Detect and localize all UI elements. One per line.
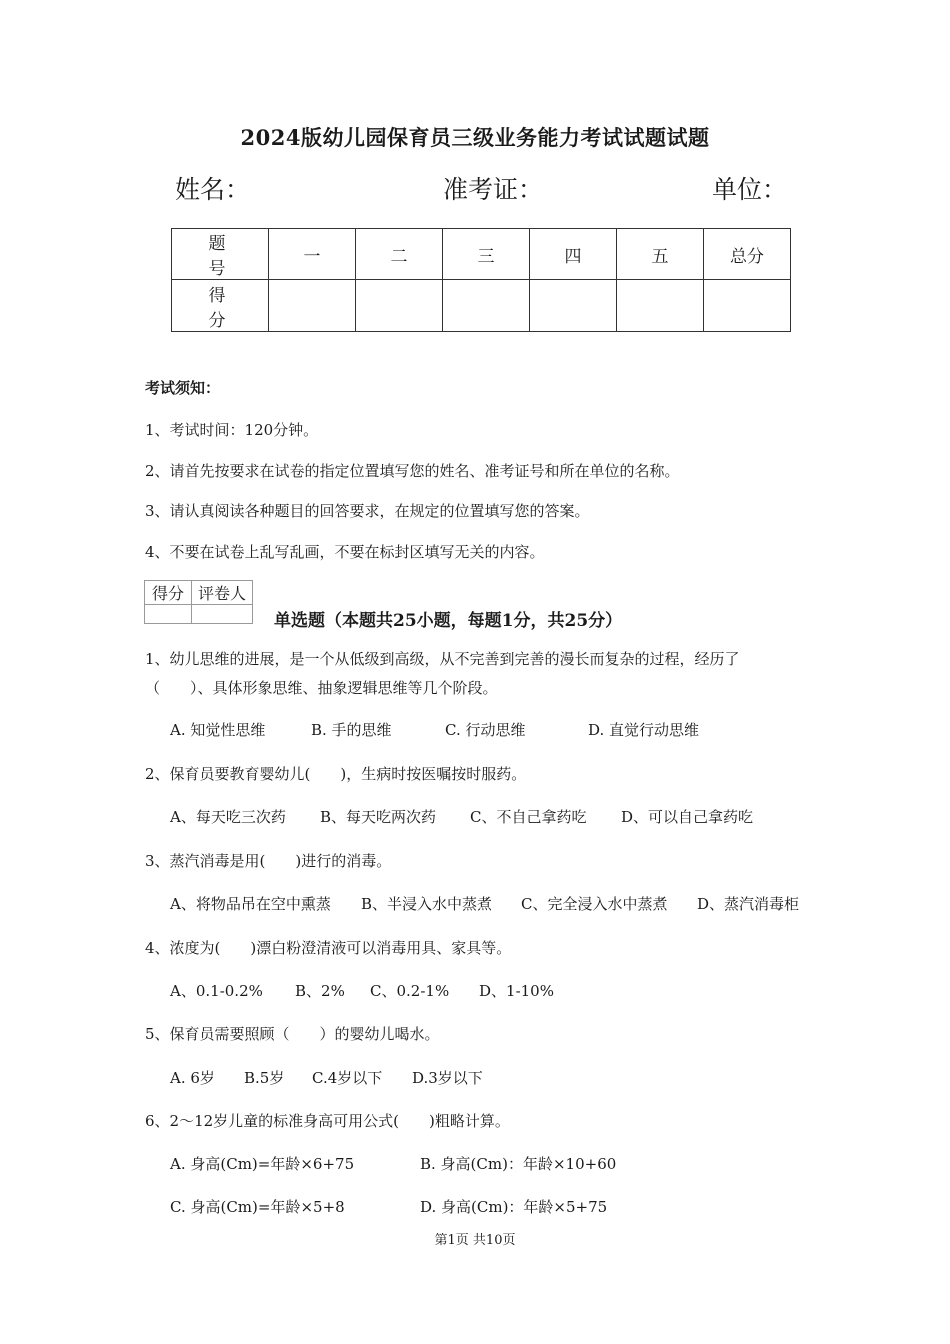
answer-option[interactable]: A、0.1-0.2% bbox=[170, 982, 263, 1000]
answer-option[interactable]: D.3岁以下 bbox=[412, 1069, 483, 1087]
answer-option[interactable]: B、每天吃两次药 bbox=[320, 808, 437, 826]
answer-option[interactable]: D、1-10% bbox=[479, 982, 554, 1000]
score-table bbox=[171, 228, 791, 332]
grader-score-cell[interactable] bbox=[145, 605, 192, 624]
note-item: 4、不要在试卷上乱写乱画，不要在标封区填写无关的内容。 bbox=[145, 543, 545, 561]
score-table-header-cell: 一 bbox=[269, 229, 356, 280]
score-table-header-cell: 四 bbox=[530, 229, 617, 280]
grader-box bbox=[144, 580, 253, 624]
unit-field-label: 单位： bbox=[712, 175, 788, 204]
answer-option[interactable]: A、每天吃三次药 bbox=[170, 808, 286, 826]
note-item: 1、考试时间：120分钟。 bbox=[145, 421, 319, 439]
score-table-score-row bbox=[172, 280, 791, 332]
question-text: （ ）、具体形象思维、抽象逻辑思维等几个阶段。 bbox=[145, 679, 498, 697]
question-text: 3、蒸汽消毒是用( )进行的消毒。 bbox=[145, 852, 392, 870]
score-cell[interactable] bbox=[617, 280, 704, 332]
score-cell[interactable] bbox=[443, 280, 530, 332]
grader-reviewer-cell[interactable] bbox=[192, 605, 253, 624]
score-table-header-cell: 二 bbox=[356, 229, 443, 280]
question-text: 5、保育员需要照顾（ ）的婴幼儿喝水。 bbox=[145, 1025, 440, 1043]
answer-option[interactable]: D. 直觉行动思维 bbox=[588, 721, 700, 739]
question-text: 2、保育员要教育婴幼儿( )，生病时按医嘱按时服药。 bbox=[145, 765, 527, 783]
page-title: 2024版幼儿园保育员三级业务能力考试试题试题 bbox=[240, 125, 710, 150]
score-table-header-cell: 总分 bbox=[704, 229, 791, 280]
answer-option[interactable]: D、可以自己拿药吃 bbox=[621, 808, 754, 826]
notes-heading: 考试须知： bbox=[145, 379, 221, 397]
answer-option[interactable]: D. 身高(Cm)：年龄×5+75 bbox=[420, 1198, 608, 1216]
answer-option[interactable]: C、完全浸入水中蒸煮 bbox=[521, 895, 668, 913]
page-footer: 第1页 共10页 bbox=[434, 1233, 516, 1248]
grader-reviewer-label: 评卷人 bbox=[192, 581, 253, 605]
score-cell[interactable] bbox=[356, 280, 443, 332]
answer-option[interactable]: A. 知觉性思维 bbox=[170, 721, 266, 739]
name-field-label: 姓名： bbox=[175, 175, 251, 204]
answer-option[interactable]: B、2% bbox=[295, 982, 345, 1000]
note-item: 3、请认真阅读各种题目的回答要求，在规定的位置填写您的答案。 bbox=[145, 502, 590, 520]
answer-option[interactable]: A. 身高(Cm)=年龄×6+75 bbox=[170, 1155, 355, 1173]
answer-option[interactable]: B、半浸入水中蒸煮 bbox=[361, 895, 493, 913]
score-cell[interactable] bbox=[269, 280, 356, 332]
note-item: 2、请首先按要求在试卷的指定位置填写您的姓名、准考证号和所在单位的名称。 bbox=[145, 462, 680, 480]
exam-number-field-label: 准考证： bbox=[443, 175, 544, 204]
answer-option[interactable]: B.5岁 bbox=[244, 1069, 285, 1087]
answer-option[interactable]: A、将物品吊在空中熏蒸 bbox=[170, 895, 331, 913]
answer-option[interactable]: C、0.2-1% bbox=[370, 982, 450, 1000]
section-heading: 单选题（本题共25小题，每题1分，共25分） bbox=[274, 611, 623, 631]
answer-option[interactable]: D、蒸汽消毒柜 bbox=[697, 895, 800, 913]
answer-option[interactable]: C. 行动思维 bbox=[445, 721, 526, 739]
score-cell[interactable] bbox=[704, 280, 791, 332]
answer-option[interactable]: A. 6岁 bbox=[170, 1069, 215, 1087]
score-table-row-label: 得 分 bbox=[172, 280, 269, 332]
answer-option[interactable]: B. 手的思维 bbox=[311, 721, 392, 739]
score-table-header-row bbox=[172, 229, 791, 280]
score-cell[interactable] bbox=[530, 280, 617, 332]
score-table-header-cell: 题 号 bbox=[172, 229, 269, 280]
answer-option[interactable]: C. 身高(Cm)=年龄×5+8 bbox=[170, 1198, 345, 1216]
question-text: 6、2～12岁儿童的标准身高可用公式( )粗略计算。 bbox=[145, 1112, 510, 1130]
question-text: 1、幼儿思维的进展，是一个从低级到高级，从不完善到完善的漫长而复杂的过程，经历了 bbox=[145, 650, 740, 668]
grader-score-label: 得分 bbox=[145, 581, 192, 605]
answer-option[interactable]: B. 身高(Cm)：年龄×10+60 bbox=[420, 1155, 617, 1173]
score-table-header-cell: 五 bbox=[617, 229, 704, 280]
score-table-header-cell: 三 bbox=[443, 229, 530, 280]
question-text: 4、浓度为( )漂白粉澄清液可以消毒用具、家具等。 bbox=[145, 939, 512, 957]
answer-option[interactable]: C.4岁以下 bbox=[312, 1069, 383, 1087]
answer-option[interactable]: C、不自己拿药吃 bbox=[470, 808, 587, 826]
